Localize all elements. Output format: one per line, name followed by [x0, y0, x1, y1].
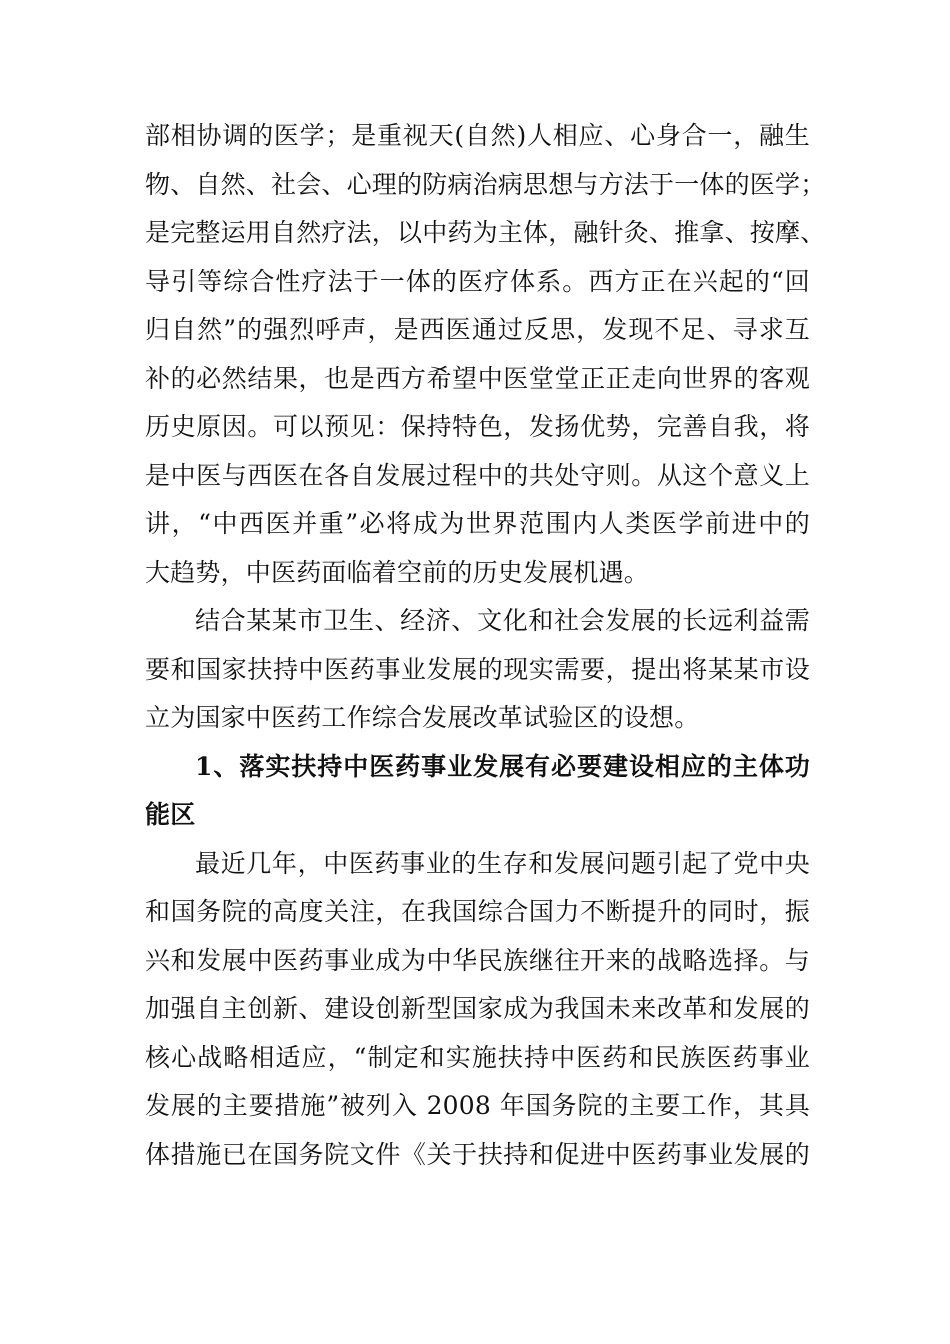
text-line: 是完整运用自然疗法，以中药为主体，融针灸、推拿、按摩、	[145, 218, 826, 247]
text-line: 最近几年，中医药事业的生存和发展问题引起了党中央	[195, 848, 810, 878]
text-line: 兴和发展中医药事业成为中华民族继往开来的战略选择。与	[145, 945, 810, 975]
text-line: 结合某某市卫生、经济、文化和社会发展的长远利益需	[195, 606, 810, 635]
text-line: 加强自主创新、建设创新型国家成为我国未来改革和发展的	[145, 994, 810, 1023]
text-line: 讲，“中西医并重”必将成为世界范围内人类医学前进中的	[145, 509, 810, 538]
paragraph-2	[145, 597, 810, 743]
text-line: 导引等综合性疗法于一体的医疗体系。西方正在兴起的“回	[145, 266, 810, 296]
heading-line: 能区	[145, 800, 196, 829]
document-body	[145, 112, 826, 1179]
text-line: 历史原因。可以预见：保持特色，发扬优势，完善自我，将	[145, 412, 810, 441]
text-line: 要和国家扶持中医药事业发展的现实需要，提出将某某市设	[145, 654, 810, 684]
text-line: 立为国家中医药工作综合发展改革试验区的设想。	[145, 703, 700, 732]
text-line: 和国务院的高度关注，在我国综合国力不断提升的同时，振	[145, 897, 810, 926]
text-line: 大趋势，中医药面临着空前的历史发展机遇。	[145, 557, 650, 587]
text-line: 体措施已在国务院文件《关于扶持和促进中医药事业发展的	[145, 1139, 810, 1169]
text-line: 物、自然、社会、心理的防病治病思想与方法于一体的医学；	[145, 169, 826, 199]
section-heading	[145, 743, 810, 840]
text-line: 是中医与西医在各自发展过程中的共处守则。从这个意义上	[145, 460, 810, 490]
text-line: 补的必然结果，也是西方希望中医堂堂正正走向世界的客观	[145, 363, 810, 393]
text-line: 发展的主要措施”被列入 2008 年国务院的主要工作，其具	[145, 1091, 810, 1120]
heading-line: 1、落实扶持中医药事业发展有必要建设相应的主体功	[195, 751, 810, 781]
text-line: 归自然”的强烈呼声，是西医通过反思，发现不足、寻求互	[145, 315, 810, 344]
paragraph-1	[145, 112, 826, 597]
text-line: 核心战略相适应，“制定和实施扶持中医药和民族医药事业	[145, 1042, 810, 1072]
text-line: 部相协调的医学；是重视天(自然)人相应、心身合一，融生	[145, 121, 810, 150]
paragraph-3	[145, 840, 810, 1180]
